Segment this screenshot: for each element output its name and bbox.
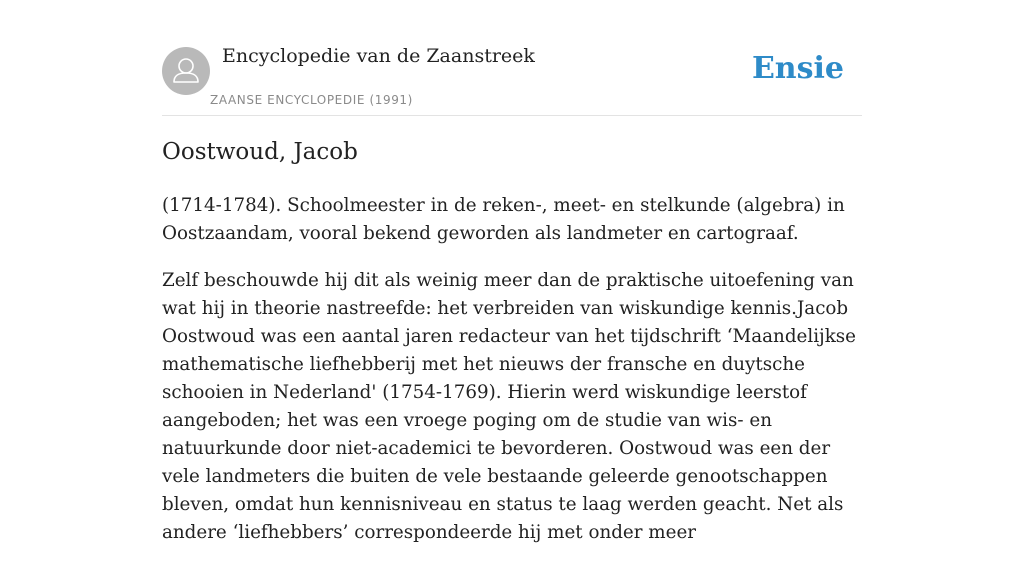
article-paragraph-1: (1714-1784). Schoolmeester in de reken-, meet- en stelkunde (algebra) in Oostzaandam, vooral bekend geworden als landmeter en cartograaf. bbox=[162, 195, 845, 244]
source-subtitle: ZAANSE ENCYCLOPEDIE (1991) bbox=[210, 93, 413, 107]
brand-logo[interactable]: Ensie bbox=[751, 51, 844, 86]
article-paragraph-2: Zelf beschouwde hij dit als weinig meer dan de praktische uitoefening van wat hij in theorie nastreefde: het verbreiden van wiskundige kennis.Jacob Oostwoud was een aantal jaren redacteur van het tijdschrift ‘Maandelijkse mathematische liefhebberij met het nieuws der fransche en duytsche schooien in Nederland' (1754-1769). Hierin werd wiskundige leerstof aangeboden; het was een vroege poging om de studie van wis- en natuurkunde door niet-academici te bevorderen. Oostwoud was een der vele landmeters die buiten de vele bestaande geleerde genootschappen bleven, omdat hun kennisniveau en status te laag werden geacht. Net als andere ‘liefhebbers’ correspondeerde hij met onder meer bbox=[162, 270, 856, 543]
source-title[interactable]: Encyclopedie van de Zaanstreek bbox=[222, 45, 535, 67]
article-title: Oostwoud, Jacob bbox=[162, 139, 358, 165]
source-header bbox=[162, 0, 862, 116]
article-body bbox=[162, 192, 862, 566]
user-placeholder-icon[interactable] bbox=[162, 47, 210, 95]
